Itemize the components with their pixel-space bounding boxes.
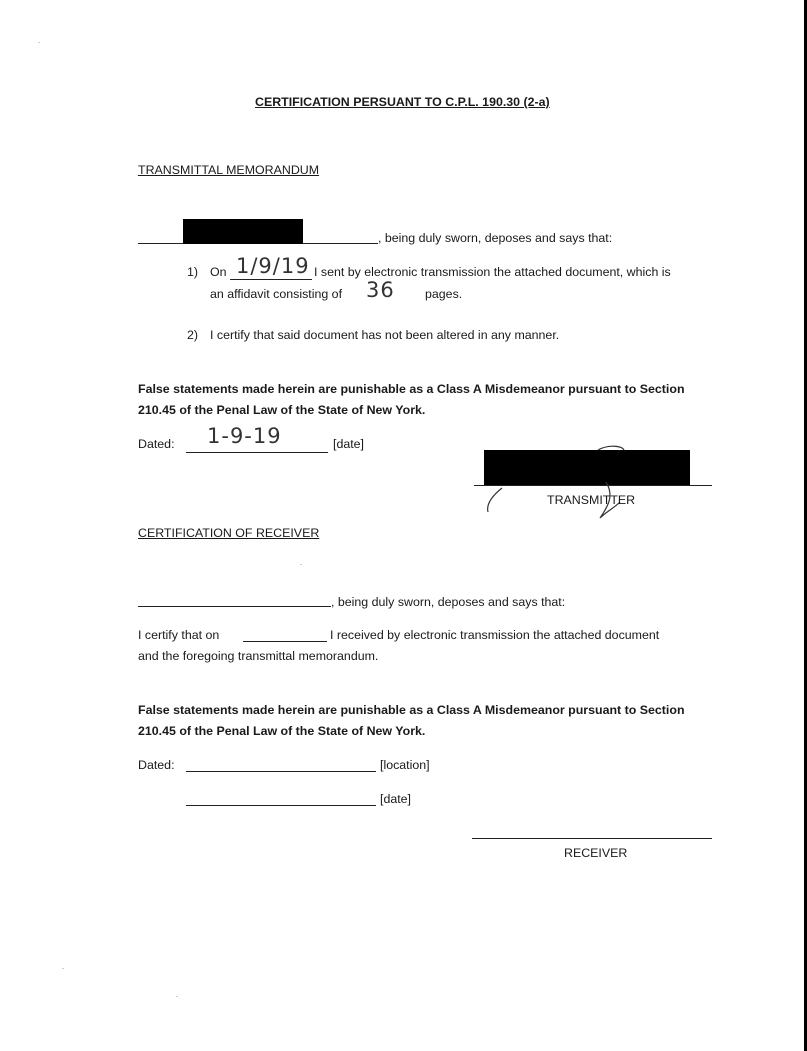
item2-number: 2) xyxy=(187,328,199,342)
transmitter-name-redaction xyxy=(183,219,303,244)
receiver-date-signed-line xyxy=(186,805,376,806)
receiver-sworn-text: , being duly sworn, deposes and says that: xyxy=(331,595,566,609)
transmitter-label: TRANSMITTER xyxy=(547,493,636,507)
receiver-heading: CERTIFICATION OF RECEIVER xyxy=(138,526,320,540)
receiver-certify-pre: I certify that on xyxy=(138,628,220,642)
receiver-location-suffix: [location] xyxy=(380,758,430,772)
receiver-false-statement-2: 210.45 of the Penal Law of the State of New York. xyxy=(138,724,426,738)
transmittal-heading: TRANSMITTAL MEMORANDUM xyxy=(138,163,320,177)
transmittal-dated-handwritten: 1-9-19 xyxy=(207,424,282,448)
signature-scribble-icon xyxy=(474,440,714,530)
receiver-dated-label: Dated: xyxy=(138,758,175,772)
scan-speck xyxy=(38,42,40,43)
receiver-signature-line xyxy=(472,838,712,839)
item1-number: 1) xyxy=(187,265,199,279)
item1-pages-handwritten: 36 xyxy=(366,278,395,302)
transmittal-dated-label: Dated: xyxy=(138,437,175,451)
receiver-date-line xyxy=(243,641,327,642)
scan-speck xyxy=(62,968,64,969)
receiver-certify-line2: and the foregoing transmittal memorandum. xyxy=(138,649,379,663)
transmittal-false-statement-1: False statements made herein are punishable as a Class A Misdemeanor pursuant to Section xyxy=(138,382,685,396)
item1-line2-pre: an affidavit consisting of xyxy=(210,287,343,301)
transmittal-false-statement-2: 210.45 of the Penal Law of the State of New York. xyxy=(138,403,426,417)
receiver-location-line xyxy=(186,771,376,772)
receiver-certify-post: I received by electronic transmission the attached document xyxy=(330,628,660,642)
receiver-label: RECEIVER xyxy=(564,846,628,860)
receiver-name-line xyxy=(138,606,331,607)
transmittal-dated-line xyxy=(186,452,328,453)
scan-speck xyxy=(176,996,178,997)
scan-speck xyxy=(300,564,302,565)
item1-date-handwritten: 1/9/19 xyxy=(236,254,310,278)
receiver-false-statement-1: False statements made herein are punishable as a Class A Misdemeanor pursuant to Section xyxy=(138,703,685,717)
item1-date-line xyxy=(230,279,312,280)
transmittal-dated-suffix: [date] xyxy=(333,437,365,451)
item1-line2-post: pages. xyxy=(425,287,463,301)
item2-text: I certify that said document has not been altered in any manner. xyxy=(210,328,560,342)
item1-on: On xyxy=(210,265,227,279)
document-title: CERTIFICATION PERSUANT TO C.P.L. 190.30 (2-a) xyxy=(255,95,550,109)
transmittal-sworn-text: , being duly sworn, deposes and says that: xyxy=(378,231,613,245)
item1-rest: I sent by electronic transmission the attached document, which is xyxy=(314,265,671,279)
receiver-date-suffix: [date] xyxy=(380,792,412,806)
